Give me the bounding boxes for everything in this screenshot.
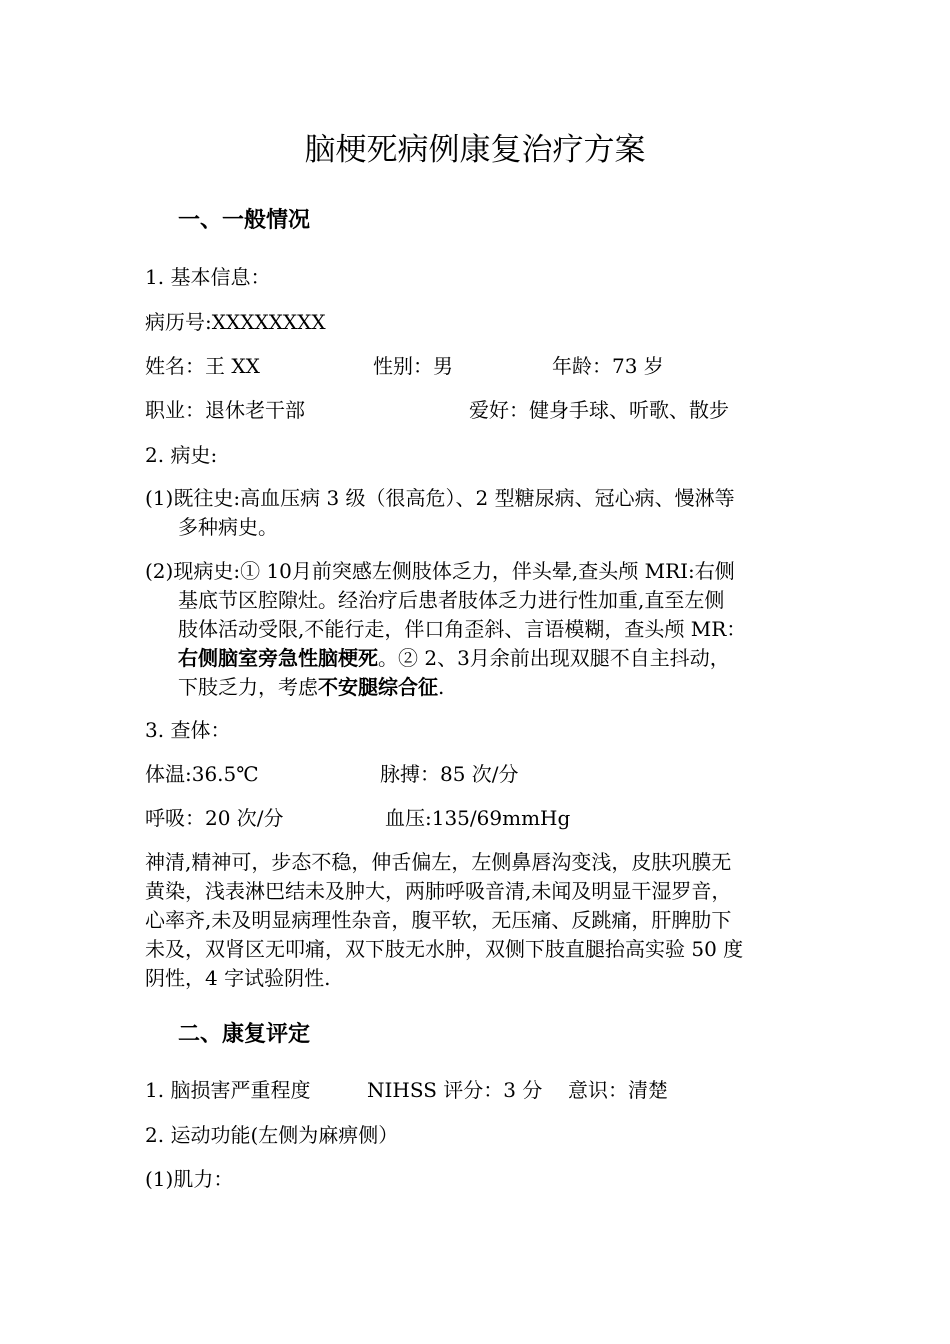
vital-blood-pressure: 血压:135/69mmHg: [385, 806, 571, 830]
patient-hobby: 爱好：健身手球、听歌、散步: [469, 398, 729, 422]
past-history-line: 既往史:高血压病 3 级（很高危）、2 型糖尿病、冠心病、慢淋等: [173, 486, 735, 510]
history-label: 2. 病史:: [145, 443, 218, 467]
severity-label: 1. 脑损害严重程度: [145, 1078, 311, 1102]
exam-line: 阴性，4 字试验阴性.: [145, 966, 331, 990]
nihss-score: NIHSS 评分：3 分: [367, 1078, 543, 1102]
present-history-line: .: [438, 675, 445, 699]
past-history-marker: (1): [145, 486, 174, 510]
exam-line: 心率齐,未及明显病理性杂音，腹平软，无压痛、反跳痛，肝脾肋下: [145, 908, 732, 932]
present-history-block: [145, 557, 746, 702]
exam-line: 未及，双肾区无叩痛，双下肢无水肿，双侧下肢直腿抬高实验 50 度: [145, 937, 744, 961]
section-heading-assessment: 二、康复评定: [178, 1021, 311, 1047]
patient-name: 姓名：王 XX: [145, 354, 260, 378]
present-history-line: 。② 2、3月余前出现双腿不自主抖动，: [378, 646, 730, 670]
present-history-line: 肢体活动受限,不能行走，伴口角歪斜、言语模糊，查头颅 MR：: [178, 617, 747, 641]
section-heading-general: 一、一般情况: [178, 207, 311, 233]
present-history-line: 基底节区腔隙灶。经治疗后患者肢体乏力进行性加重,直至左侧: [178, 588, 725, 612]
patient-age: 年龄：73 岁: [552, 354, 664, 378]
past-history-block: [145, 484, 735, 542]
diagnosis-rls: 不安腿综合征: [318, 675, 438, 699]
patient-gender: 性别：男: [373, 354, 453, 378]
present-history-marker: (2): [145, 559, 174, 583]
diagnosis-infarction: 右侧脑室旁急性脑梗死: [178, 646, 378, 670]
record-number: 病历号:XXXXXXXX: [145, 310, 326, 334]
vital-respiration: 呼吸：20 次/分: [145, 806, 284, 830]
document-title: 脑梗死病例康复治疗方案: [304, 132, 646, 168]
vital-temperature: 体温:36.5℃: [145, 762, 259, 786]
exam-label: 3. 查体：: [145, 718, 231, 742]
past-history-line: 多种病史。: [178, 515, 278, 539]
patient-job: 职业：退休老干部: [145, 398, 305, 422]
basic-info-label: 1. 基本信息：: [145, 265, 271, 289]
exam-findings: [145, 848, 743, 993]
exam-line: 黄染，浅表淋巴结未及肿大，两肺呼吸音清,未闻及明显干湿罗音，: [145, 879, 732, 903]
muscle-strength-label: (1)肌力：: [145, 1167, 234, 1191]
motor-function-label: 2. 运动功能(左侧为麻痹侧）: [145, 1123, 399, 1147]
vital-pulse: 脉搏：85 次/分: [380, 762, 519, 786]
consciousness: 意识：清楚: [568, 1078, 668, 1102]
exam-line: 神清,精神可，步态不稳，伸舌偏左，左侧鼻唇沟变浅，皮肤巩膜无: [145, 850, 732, 874]
present-history-line: 下肢乏力，考虑: [178, 675, 318, 699]
present-history-line: 现病史:① 10月前突感左侧肢体乏力，伴头晕,查头颅 MRI:右侧: [173, 559, 735, 583]
